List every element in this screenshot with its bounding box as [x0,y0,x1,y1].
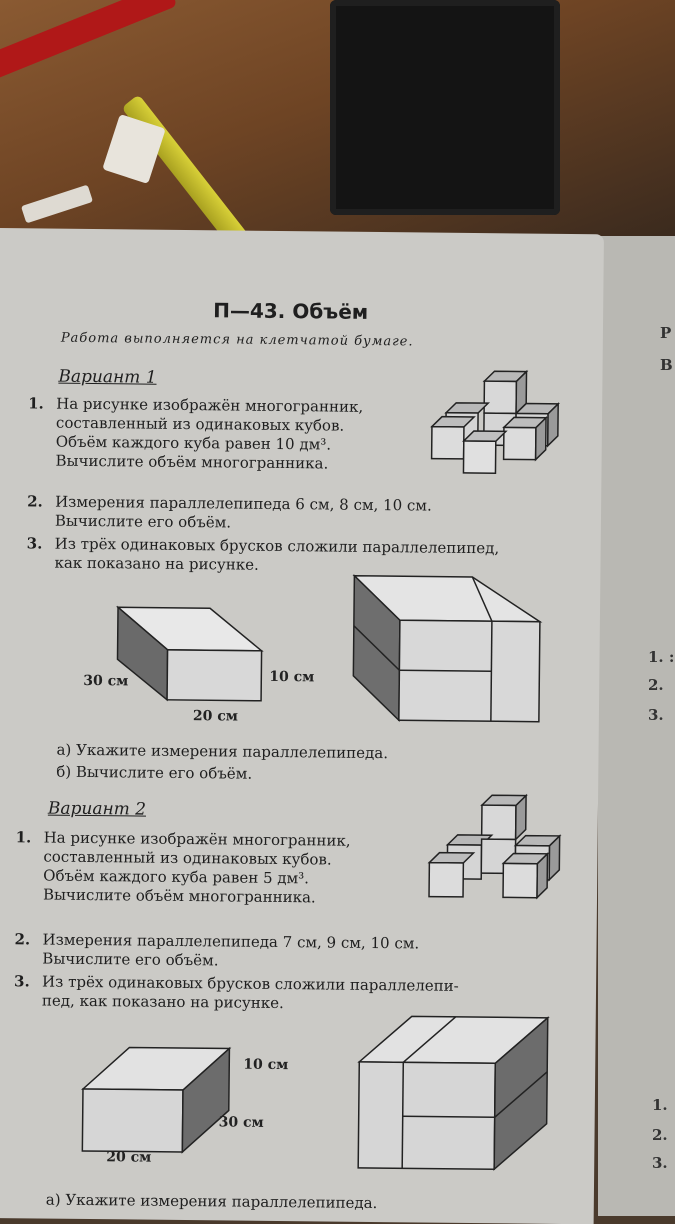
variant-2-label: Вариант 2 [47,798,147,820]
next-page-edge [598,236,675,1216]
task-number: 1. [28,394,44,413]
variant-1-label: Вариант 1 [58,366,157,388]
task-number: 1. [15,828,32,847]
task-2-text: Измерения параллелепипеда 6 см, 8 см, 10 см. Вычислите его объём. [54,492,432,532]
next-page-mark: 2. [648,676,664,694]
brick-figure [78,1039,239,1161]
cube-polyhedron-figure [425,793,576,919]
dimension-label: 30 см [83,672,129,690]
task-number: 3. [26,534,43,553]
task-number: 2. [27,492,43,511]
dimension-label: 20 см [192,708,239,725]
dimension-label: 10 см [243,1056,289,1074]
task-1-text: На рисунке изображён многогранник, составленный из одинаковых кубов. Объём каждого куба равен 10 дм³. Вычислите объём многогранника. [55,394,364,473]
page-subtitle: Работа выполняется на клетчатой бумаге. [60,330,414,350]
stacked-bricks-figure [354,1010,556,1178]
next-page-mark: 3. [652,1154,668,1172]
task-3-text: Из трёх одинаковых брусков сложили параллелепи- пед, как показано на рисунке. [41,972,459,1013]
next-page-mark: 1. [652,1096,668,1114]
red-pen [0,0,177,84]
next-page-mark: В [660,356,673,374]
subtask-b: б) Вычислите его объём. [56,762,253,783]
brick-figure [109,599,270,711]
paper-scrap [21,185,93,224]
desk-background [0,0,675,240]
next-page-mark: Р [660,324,672,342]
stacked-bricks-figure [349,570,547,728]
next-page-mark: 2. [652,1126,668,1144]
task-number: 2. [14,930,31,949]
textbook-page [0,228,604,1224]
task-number: 3. [14,972,30,991]
task-2-text: Измерения параллелепипеда 7 см, 9 см, 10 см. Вычислите его объём. [42,930,420,970]
black-box [330,0,560,215]
next-page-mark: 3. [648,706,664,724]
subtask-a: а) Укажите измерения параллелепипеда. [45,1190,378,1213]
page-title: П—43. Объём [213,298,369,324]
task-3-text: Из трёх одинаковых брусков сложили параллелепипед, как показано на рисунке. [54,534,500,574]
dimension-label: 30 см [218,1114,264,1131]
dimension-label: 10 см [269,668,315,686]
cube-polyhedron-figure [425,369,576,487]
task-1-text: На рисунке изображён многогранник, составленный из одинаковых кубов. Объём каждого куба равен 5 дм³. Вычислите объём многогранника. [42,828,351,907]
next-page-mark: 1. : [648,648,675,666]
subtask-a: а) Укажите измерения параллелепипеда. [56,740,389,763]
dimension-label: 20 см [106,1149,152,1166]
